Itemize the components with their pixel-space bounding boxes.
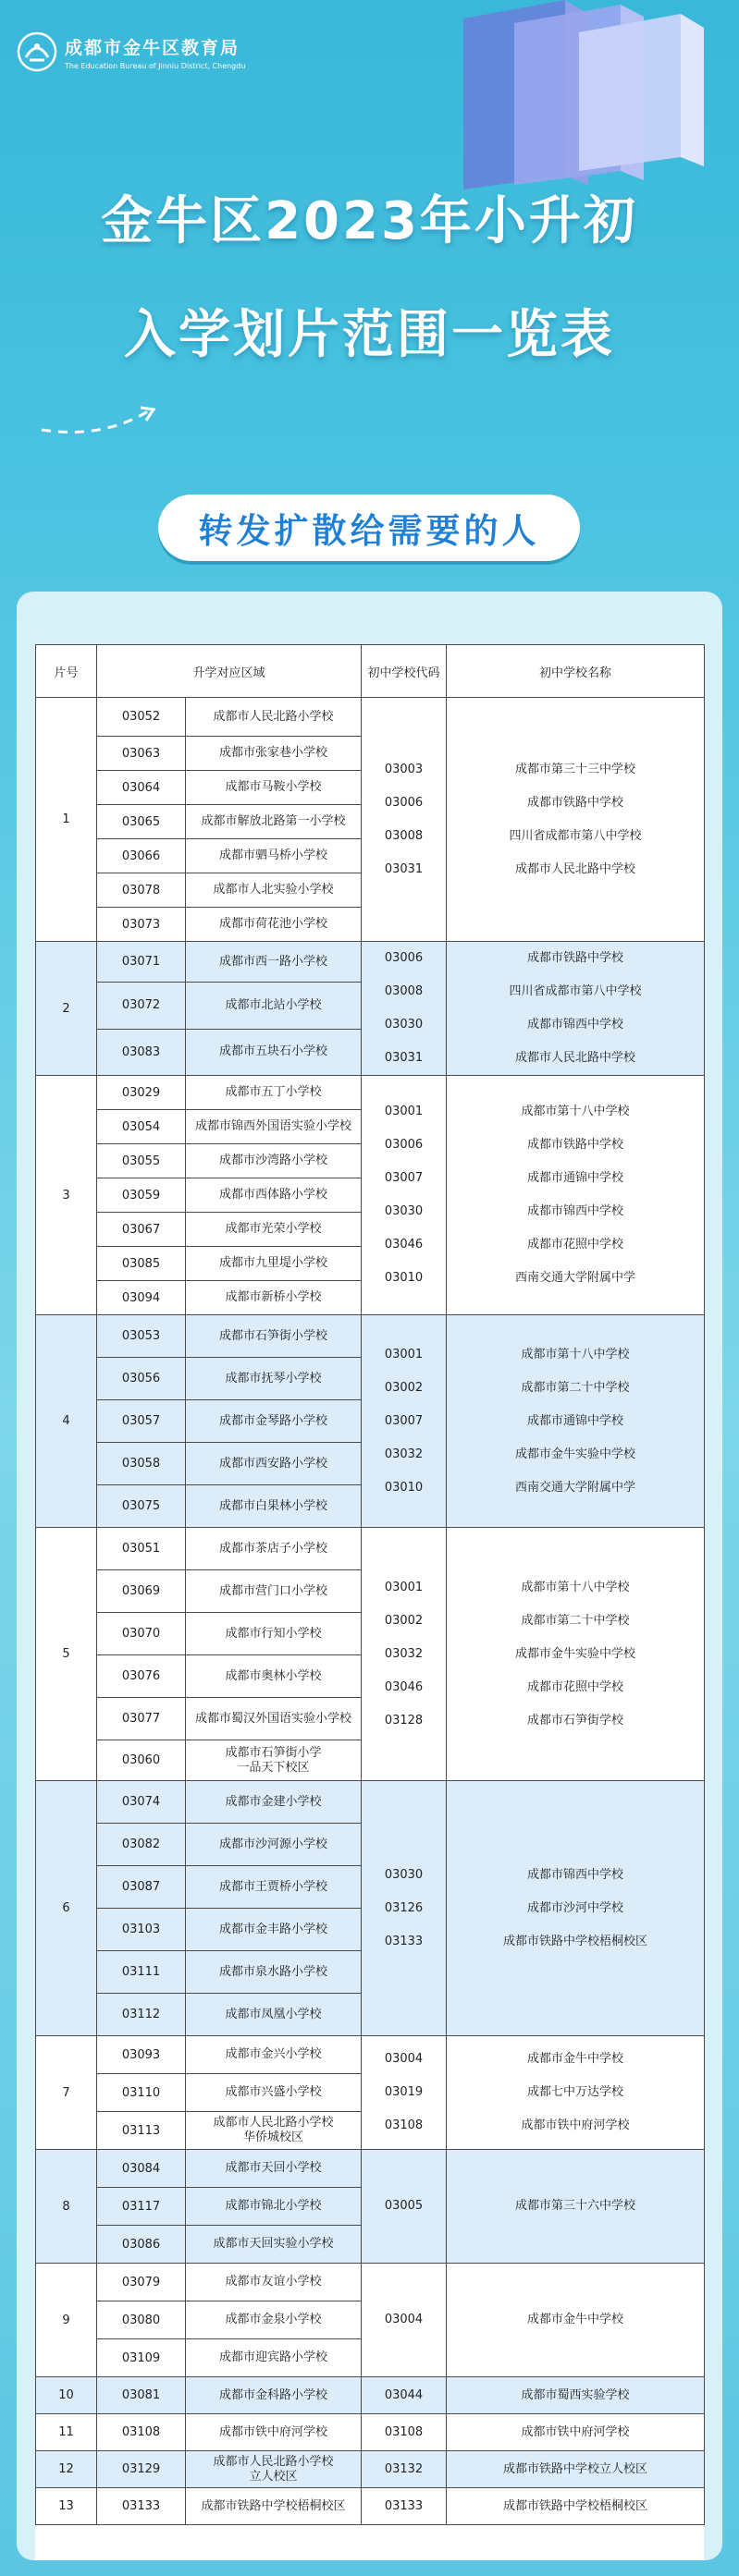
table-row bbox=[36, 2414, 705, 2451]
primary-school-name: 成都市西一路小学校 bbox=[186, 942, 362, 983]
middle-school-code: 03006 bbox=[384, 795, 424, 810]
org-name: 成都市金牛区教育局 bbox=[65, 37, 240, 58]
table-header-row bbox=[36, 645, 705, 698]
middle-school-code: 03004 bbox=[384, 2313, 424, 2326]
middle-school-codes bbox=[362, 1315, 447, 1528]
primary-school-code: 03085 bbox=[97, 1247, 186, 1281]
middle-school-code: 03005 bbox=[384, 2199, 424, 2213]
middle-school-name: 西南交通大学附属中学 bbox=[515, 1480, 636, 1495]
middle-school-name: 成都市铁路中学校立人校区 bbox=[503, 2461, 648, 2476]
middle-school-names bbox=[447, 1076, 705, 1315]
middle-school-names bbox=[447, 698, 705, 942]
middle-school-code: 03002 bbox=[384, 1380, 424, 1395]
primary-school-name: 成都市金泉小学校 bbox=[186, 2301, 362, 2339]
middle-school-codes bbox=[362, 942, 447, 1076]
primary-school-name: 成都市天回实验小学校 bbox=[186, 2226, 362, 2264]
middle-school-code: 03001 bbox=[384, 1580, 424, 1594]
middle-school-code: 03032 bbox=[384, 1646, 424, 1661]
primary-school-code: 03070 bbox=[97, 1613, 186, 1655]
primary-school-name: 成都市五丁小学校 bbox=[186, 1076, 362, 1110]
middle-school-name: 成都市花照中学校 bbox=[527, 1238, 624, 1251]
middle-school-codes bbox=[362, 2451, 447, 2488]
primary-school-code: 03133 bbox=[97, 2488, 186, 2525]
education-logo-icon bbox=[17, 31, 57, 72]
middle-school-name: 成都市第十八中学校 bbox=[521, 1347, 630, 1361]
primary-school-name: 成都市北站小学校 bbox=[186, 983, 362, 1029]
primary-school-code: 03071 bbox=[97, 942, 186, 983]
middle-school-name: 成都市沙河中学校 bbox=[527, 1900, 624, 1915]
table-row bbox=[36, 2377, 705, 2414]
primary-school-code: 03052 bbox=[97, 698, 186, 737]
middle-school-code: 03008 bbox=[384, 828, 424, 843]
primary-school-name: 成都市石笋街小学 一品天下校区 bbox=[186, 1740, 362, 1781]
primary-school-name: 成都市兴盛小学校 bbox=[186, 2074, 362, 2112]
zone-number: 10 bbox=[36, 2377, 97, 2414]
table-row bbox=[36, 2488, 705, 2525]
col-header-area: 升学对应区域 bbox=[97, 645, 362, 698]
primary-school-name: 成都市西安路小学校 bbox=[186, 1443, 362, 1485]
middle-school-code: 03030 bbox=[384, 1204, 424, 1218]
primary-school-code: 03093 bbox=[97, 2036, 186, 2074]
middle-school-names bbox=[447, 1781, 705, 2036]
table-row bbox=[36, 2150, 705, 2188]
primary-school-code: 03103 bbox=[97, 1909, 186, 1951]
middle-school-codes bbox=[362, 2036, 447, 2150]
primary-school-name: 成都市锦西外国语实验小学校 bbox=[186, 1110, 362, 1144]
primary-school-code: 03077 bbox=[97, 1698, 186, 1740]
middle-school-code: 03008 bbox=[384, 984, 424, 998]
primary-school-name: 成都市金建小学校 bbox=[186, 1781, 362, 1824]
zone-number: 1 bbox=[36, 698, 97, 942]
middle-school-name: 成都市人民北路中学校 bbox=[515, 1051, 636, 1065]
zone-number: 6 bbox=[36, 1781, 97, 2036]
middle-school-name: 成都市第十八中学校 bbox=[521, 1580, 630, 1594]
primary-school-code: 03066 bbox=[97, 839, 186, 873]
middle-school-name: 成都市铁路中学校梧桐校区 bbox=[503, 1934, 648, 1948]
middle-school-name: 成都市金牛实验中学校 bbox=[515, 1447, 636, 1461]
middle-school-code: 03030 bbox=[384, 1867, 424, 1882]
primary-school-code: 03069 bbox=[97, 1570, 186, 1613]
primary-school-name: 成都市白果林小学校 bbox=[186, 1485, 362, 1528]
zone-number: 7 bbox=[36, 2036, 97, 2150]
primary-school-name: 成都市荷花池小学校 bbox=[186, 908, 362, 942]
middle-school-code: 03046 bbox=[384, 1679, 424, 1694]
col-header-code: 初中学校代码 bbox=[362, 645, 447, 698]
middle-school-codes bbox=[362, 2414, 447, 2451]
enrollment-table bbox=[35, 644, 705, 2525]
primary-school-code: 03067 bbox=[97, 1213, 186, 1247]
zone-number: 11 bbox=[36, 2414, 97, 2451]
books-illustration-icon bbox=[426, 0, 722, 189]
primary-school-name: 成都市人民北路小学校 华侨城校区 bbox=[186, 2112, 362, 2150]
table-row bbox=[36, 698, 705, 737]
org-name-en: The Education Bureau of Jinniu District, Chengdu bbox=[65, 61, 246, 70]
primary-school-name: 成都市光荣小学校 bbox=[186, 1213, 362, 1247]
middle-school-name: 成都市金牛中学校 bbox=[527, 2052, 624, 2066]
primary-school-name: 成都市人北实验小学校 bbox=[186, 873, 362, 908]
middle-school-code: 03004 bbox=[384, 2052, 424, 2066]
middle-school-names bbox=[447, 2377, 705, 2414]
middle-school-code: 03006 bbox=[384, 1138, 424, 1152]
middle-school-names bbox=[447, 2150, 705, 2264]
table-row bbox=[36, 2036, 705, 2074]
middle-school-names bbox=[447, 1315, 705, 1528]
primary-school-code: 03053 bbox=[97, 1315, 186, 1358]
primary-school-code: 03054 bbox=[97, 1110, 186, 1144]
primary-school-name: 成都市新桥小学校 bbox=[186, 1281, 362, 1315]
middle-school-codes bbox=[362, 2264, 447, 2377]
middle-school-name: 西南交通大学附属中学 bbox=[515, 1271, 636, 1285]
middle-school-name: 成都市第二十中学校 bbox=[521, 1380, 630, 1395]
primary-school-code: 03056 bbox=[97, 1358, 186, 1400]
middle-school-name: 成都市铁路中学校 bbox=[527, 795, 624, 810]
middle-school-name: 成都市第三十六中学校 bbox=[515, 2199, 636, 2213]
primary-school-name: 成都市泉水路小学校 bbox=[186, 1951, 362, 1994]
primary-school-code: 03064 bbox=[97, 771, 186, 805]
primary-school-name: 成都市解放北路第一小学校 bbox=[186, 805, 362, 839]
middle-school-code: 03002 bbox=[384, 1613, 424, 1628]
primary-school-name: 成都市九里堤小学校 bbox=[186, 1247, 362, 1281]
primary-school-code: 03055 bbox=[97, 1144, 186, 1178]
table-row bbox=[36, 2264, 705, 2301]
primary-school-name: 成都市人民北路小学校 bbox=[186, 698, 362, 737]
middle-school-names bbox=[447, 2036, 705, 2150]
primary-school-name: 成都市五块石小学校 bbox=[186, 1029, 362, 1075]
primary-school-code: 03087 bbox=[97, 1866, 186, 1909]
middle-school-code: 03019 bbox=[384, 2085, 424, 2099]
middle-school-name: 成都七中万达学校 bbox=[527, 2085, 624, 2099]
middle-school-name: 成都市铁路中学校 bbox=[527, 951, 624, 965]
middle-school-name: 成都市金牛中学校 bbox=[527, 2313, 624, 2326]
table-row bbox=[36, 1781, 705, 1824]
primary-school-name: 成都市抚琴小学校 bbox=[186, 1358, 362, 1400]
primary-school-name: 成都市马鞍小学校 bbox=[186, 771, 362, 805]
middle-school-code: 03133 bbox=[384, 2498, 424, 2513]
middle-school-code: 03003 bbox=[384, 762, 424, 776]
primary-school-code: 03029 bbox=[97, 1076, 186, 1110]
middle-school-name: 成都市人民北路中学校 bbox=[515, 861, 636, 876]
primary-school-name: 成都市蜀汉外国语实验小学校 bbox=[186, 1698, 362, 1740]
enrollment-table-container bbox=[35, 644, 704, 2560]
zone-number: 9 bbox=[36, 2264, 97, 2377]
zone-number: 13 bbox=[36, 2488, 97, 2525]
middle-school-code: 03006 bbox=[384, 951, 424, 965]
middle-school-name: 成都市第十八中学校 bbox=[521, 1105, 630, 1118]
primary-school-name: 成都市沙河源小学校 bbox=[186, 1824, 362, 1866]
primary-school-code: 03079 bbox=[97, 2264, 186, 2301]
primary-school-code: 03094 bbox=[97, 1281, 186, 1315]
primary-school-name: 成都市金兴小学校 bbox=[186, 2036, 362, 2074]
primary-school-name: 成都市友谊小学校 bbox=[186, 2264, 362, 2301]
middle-school-code: 03007 bbox=[384, 1413, 424, 1428]
middle-school-names bbox=[447, 2414, 705, 2451]
middle-school-code: 03032 bbox=[384, 1447, 424, 1461]
table-row bbox=[36, 1528, 705, 1570]
primary-school-code: 03072 bbox=[97, 983, 186, 1029]
zone-number: 12 bbox=[36, 2451, 97, 2488]
primary-school-code: 03112 bbox=[97, 1994, 186, 2036]
primary-school-code: 03129 bbox=[97, 2451, 186, 2488]
primary-school-code: 03065 bbox=[97, 805, 186, 839]
primary-school-name: 成都市奥林小学校 bbox=[186, 1655, 362, 1698]
primary-school-code: 03110 bbox=[97, 2074, 186, 2112]
primary-school-code: 03117 bbox=[97, 2188, 186, 2226]
middle-school-name: 成都市通锦中学校 bbox=[527, 1413, 624, 1428]
middle-school-code: 03046 bbox=[384, 1238, 424, 1251]
primary-school-code: 03051 bbox=[97, 1528, 186, 1570]
middle-school-name: 成都市锦西中学校 bbox=[527, 1018, 624, 1032]
middle-school-code: 03031 bbox=[384, 1051, 424, 1065]
table-row bbox=[36, 1076, 705, 1110]
primary-school-code: 03080 bbox=[97, 2301, 186, 2339]
zone-number: 2 bbox=[36, 942, 97, 1076]
middle-school-code: 03132 bbox=[384, 2461, 424, 2476]
middle-school-codes bbox=[362, 2150, 447, 2264]
middle-school-names bbox=[447, 2488, 705, 2525]
middle-school-codes bbox=[362, 1528, 447, 1781]
table-row bbox=[36, 2451, 705, 2488]
middle-school-codes bbox=[362, 2377, 447, 2414]
middle-school-name: 成都市金牛实验中学校 bbox=[515, 1646, 636, 1661]
primary-school-code: 03109 bbox=[97, 2339, 186, 2377]
primary-school-code: 03059 bbox=[97, 1178, 186, 1213]
primary-school-code: 03075 bbox=[97, 1485, 186, 1528]
middle-school-name: 成都市锦西中学校 bbox=[527, 1867, 624, 1882]
middle-school-code: 03007 bbox=[384, 1171, 424, 1185]
middle-school-name: 成都市通锦中学校 bbox=[527, 1171, 624, 1185]
page-title-line1: 金牛区2023年小升初 bbox=[101, 191, 638, 251]
middle-school-names bbox=[447, 942, 705, 1076]
middle-school-code: 03108 bbox=[384, 2118, 424, 2132]
col-header-school: 初中学校名称 bbox=[447, 645, 705, 698]
zone-number: 5 bbox=[36, 1528, 97, 1781]
middle-school-name: 成都市蜀西实验学校 bbox=[521, 2387, 630, 2402]
middle-school-code: 03128 bbox=[384, 1713, 424, 1728]
page-title-line2: 入学划片范围一览表 bbox=[124, 305, 615, 365]
middle-school-name: 成都市第三十三中学校 bbox=[515, 762, 636, 776]
middle-school-names bbox=[447, 2451, 705, 2488]
primary-school-name: 成都市驷马桥小学校 bbox=[186, 839, 362, 873]
primary-school-name: 成都市沙湾路小学校 bbox=[186, 1144, 362, 1178]
middle-school-names bbox=[447, 2264, 705, 2377]
middle-school-name: 成都市锦西中学校 bbox=[527, 1204, 624, 1218]
primary-school-name: 成都市铁中府河学校 bbox=[186, 2414, 362, 2451]
primary-school-name: 成都市锦北小学校 bbox=[186, 2188, 362, 2226]
primary-school-name: 成都市天回小学校 bbox=[186, 2150, 362, 2188]
primary-school-name: 成都市王贾桥小学校 bbox=[186, 1866, 362, 1909]
middle-school-name: 四川省成都市第八中学校 bbox=[509, 828, 642, 843]
primary-school-name: 成都市金科路小学校 bbox=[186, 2377, 362, 2414]
zone-number: 4 bbox=[36, 1315, 97, 1528]
primary-school-code: 03083 bbox=[97, 1029, 186, 1075]
primary-school-code: 03082 bbox=[97, 1824, 186, 1866]
primary-school-name: 成都市金丰路小学校 bbox=[186, 1909, 362, 1951]
middle-school-code: 03108 bbox=[384, 2424, 424, 2439]
table-row bbox=[36, 942, 705, 983]
primary-school-code: 03063 bbox=[97, 737, 186, 771]
primary-school-name: 成都市石笋街小学校 bbox=[186, 1315, 362, 1358]
primary-school-code: 03081 bbox=[97, 2377, 186, 2414]
primary-school-code: 03058 bbox=[97, 1443, 186, 1485]
dashed-arrow-icon bbox=[37, 402, 176, 439]
zone-number: 8 bbox=[36, 2150, 97, 2264]
middle-school-name: 成都市铁路中学校梧桐校区 bbox=[503, 2498, 648, 2513]
middle-school-code: 03126 bbox=[384, 1900, 424, 1915]
middle-school-name: 成都市花照中学校 bbox=[527, 1679, 624, 1694]
middle-school-code: 03030 bbox=[384, 1018, 424, 1032]
primary-school-code: 03111 bbox=[97, 1951, 186, 1994]
middle-school-name: 成都市铁中府河学校 bbox=[521, 2424, 630, 2439]
middle-school-codes bbox=[362, 698, 447, 942]
primary-school-code: 03086 bbox=[97, 2226, 186, 2264]
primary-school-name: 成都市西体路小学校 bbox=[186, 1178, 362, 1213]
primary-school-code: 03078 bbox=[97, 873, 186, 908]
middle-school-codes bbox=[362, 2488, 447, 2525]
middle-school-code: 03031 bbox=[384, 861, 424, 876]
primary-school-name: 成都市铁路中学校梧桐校区 bbox=[186, 2488, 362, 2525]
primary-school-code: 03113 bbox=[97, 2112, 186, 2150]
middle-school-names bbox=[447, 1528, 705, 1781]
middle-school-codes bbox=[362, 1076, 447, 1315]
middle-school-name: 成都市铁中府河学校 bbox=[521, 2118, 630, 2132]
primary-school-name: 成都市金琴路小学校 bbox=[186, 1400, 362, 1443]
middle-school-code: 03001 bbox=[384, 1347, 424, 1361]
middle-school-name: 成都市石笋街学校 bbox=[527, 1713, 624, 1728]
primary-school-name: 成都市凤凰小学校 bbox=[186, 1994, 362, 2036]
middle-school-code: 03001 bbox=[384, 1105, 424, 1118]
primary-school-code: 03108 bbox=[97, 2414, 186, 2451]
primary-school-name: 成都市迎宾路小学校 bbox=[186, 2339, 362, 2377]
middle-school-name: 四川省成都市第八中学校 bbox=[509, 984, 642, 998]
primary-school-code: 03074 bbox=[97, 1781, 186, 1824]
primary-school-code: 03057 bbox=[97, 1400, 186, 1443]
primary-school-code: 03060 bbox=[97, 1740, 186, 1781]
share-banner: 转发扩散给需要的人 bbox=[158, 494, 580, 561]
middle-school-codes bbox=[362, 1781, 447, 2036]
primary-school-code: 03076 bbox=[97, 1655, 186, 1698]
middle-school-code: 03010 bbox=[384, 1480, 424, 1495]
primary-school-name: 成都市行知小学校 bbox=[186, 1613, 362, 1655]
primary-school-name: 成都市茶店子小学校 bbox=[186, 1528, 362, 1570]
org-logo bbox=[17, 31, 245, 72]
middle-school-code: 03133 bbox=[384, 1934, 424, 1948]
middle-school-code: 03010 bbox=[384, 1271, 424, 1285]
primary-school-code: 03084 bbox=[97, 2150, 186, 2188]
primary-school-name: 成都市营门口小学校 bbox=[186, 1570, 362, 1613]
primary-school-name: 成都市张家巷小学校 bbox=[186, 737, 362, 771]
middle-school-name: 成都市铁路中学校 bbox=[527, 1138, 624, 1152]
col-header-zone: 片号 bbox=[36, 645, 97, 698]
zone-number: 3 bbox=[36, 1076, 97, 1315]
middle-school-code: 03044 bbox=[384, 2387, 424, 2402]
primary-school-name: 成都市人民北路小学校 立人校区 bbox=[186, 2451, 362, 2488]
table-row bbox=[36, 1315, 705, 1358]
middle-school-name: 成都市第二十中学校 bbox=[521, 1613, 630, 1628]
primary-school-code: 03073 bbox=[97, 908, 186, 942]
